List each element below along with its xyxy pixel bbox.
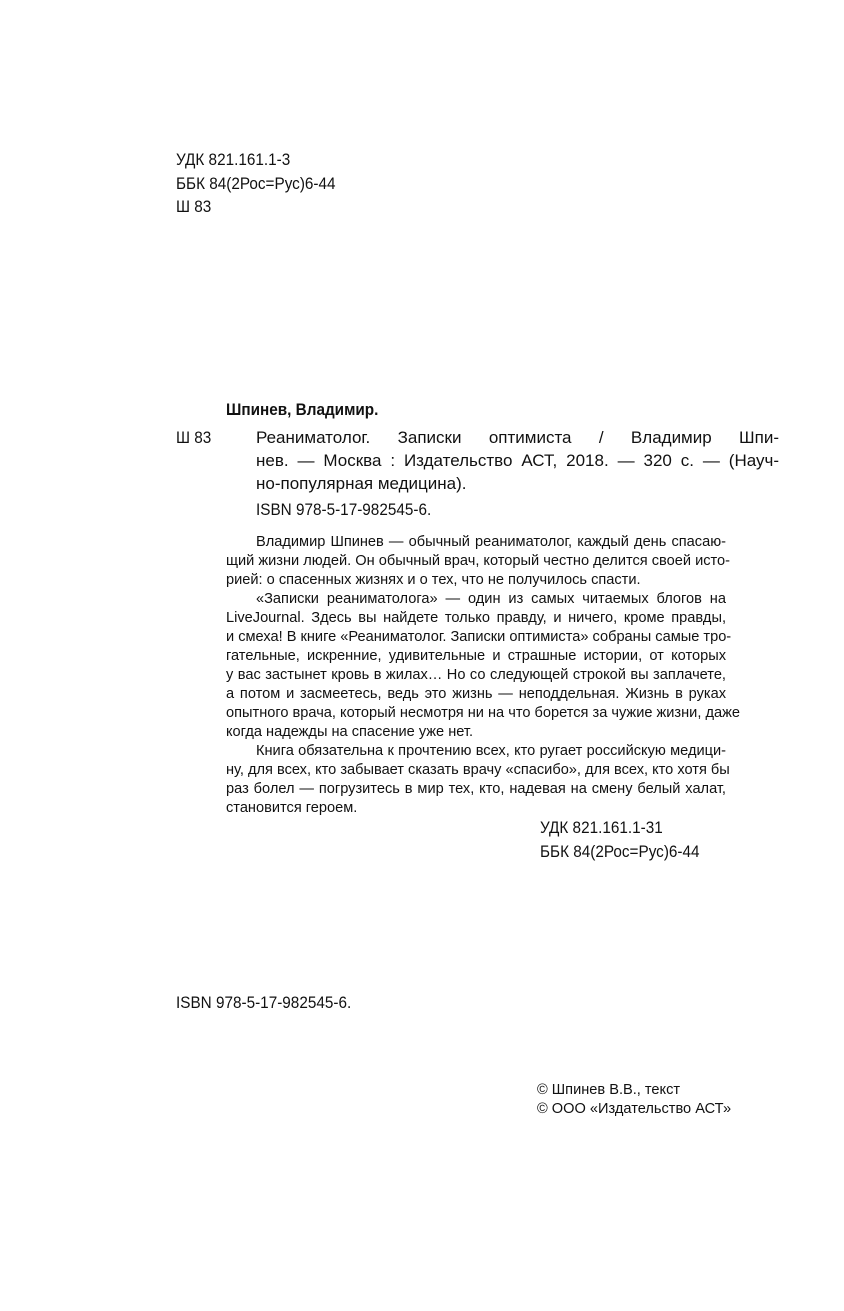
copyright-author: © Шпинев В.В., текст: [537, 1082, 681, 1098]
udk-code-record: УДК 821.161.1-31: [540, 818, 663, 837]
annotation-line: LiveJournal. Здесь вы найдете только правду, и ничего, кроме правды,: [226, 610, 726, 626]
author-mark-top: Ш 83: [176, 197, 212, 216]
isbn-bottom: ISBN 978-5-17-982545-6.: [176, 993, 352, 1012]
annotation-line: опытного врача, который несмотря ни на что борется за чужие жизни, даже: [226, 705, 740, 721]
author-mark-record: Ш 83: [176, 428, 212, 447]
bib-description-line: но-популярная медицина).: [256, 474, 467, 493]
annotation-line: Владимир Шпинев — обычный реаниматолог, каждый день спасаю-: [256, 534, 726, 550]
udk-code-top: УДК 821.161.1-3: [176, 150, 291, 169]
annotation-line: рией: о спасенных жизнях и о тех, что не получилось спасти.: [226, 572, 641, 588]
copyright-publisher: © ООО «Издательство АСТ»: [537, 1101, 732, 1117]
bib-description-line: нев. — Москва : Издательство АСТ, 2018. — 320 с. — (Науч-: [256, 451, 779, 470]
author-heading: Шпинев, Владимир.: [226, 400, 379, 419]
annotation-line: когда надежды на спасение уже нет.: [226, 724, 474, 740]
annotation-line: Книга обязательна к прочтению всех, кто ругает российскую медици-: [256, 743, 726, 759]
annotation-paragraph: [226, 742, 730, 818]
annotation-paragraph: [226, 533, 731, 590]
annotation-line: становится героем.: [226, 800, 358, 816]
annotation-line: «Записки реаниматолога» — один из самых читаемых блогов на: [256, 591, 726, 607]
annotation-line: а потом и засмеетесь, ведь это жизнь — неподдельная. Жизнь в руках: [226, 686, 726, 702]
annotation-line: ну, для всех, кто забывает сказать врачу «спасибо», для всех, кто хотя бы: [226, 762, 730, 778]
annotation-paragraph: [226, 590, 740, 742]
annotation-line: щий жизни людей. Он обычный врач, который честно делится своей исто-: [226, 553, 731, 569]
bbk-code-record: ББК 84(2Рос=Рус)6-44: [540, 842, 700, 861]
annotation-line: и смеха! В книге «Реаниматолог. Записки оптимиста» собраны самые тро-: [226, 629, 732, 645]
annotation-line: гательные, искренние, удивительные и страшные истории, от которых: [226, 648, 726, 664]
isbn-record: ISBN 978-5-17-982545-6.: [256, 500, 432, 519]
annotation-line: раз болел — погрузитесь в мир тех, кто, надевая на смену белый халат,: [226, 781, 726, 797]
annotation: [226, 533, 740, 818]
bbk-code-top: ББК 84(2Рос=Рус)6-44: [176, 174, 336, 193]
bib-description-line: Реаниматолог. Записки оптимиста / Владимир Шпи-: [256, 428, 779, 447]
annotation-line: у вас застынет кровь в жилах… Но со следующей строкой вы заплачете,: [226, 667, 726, 683]
